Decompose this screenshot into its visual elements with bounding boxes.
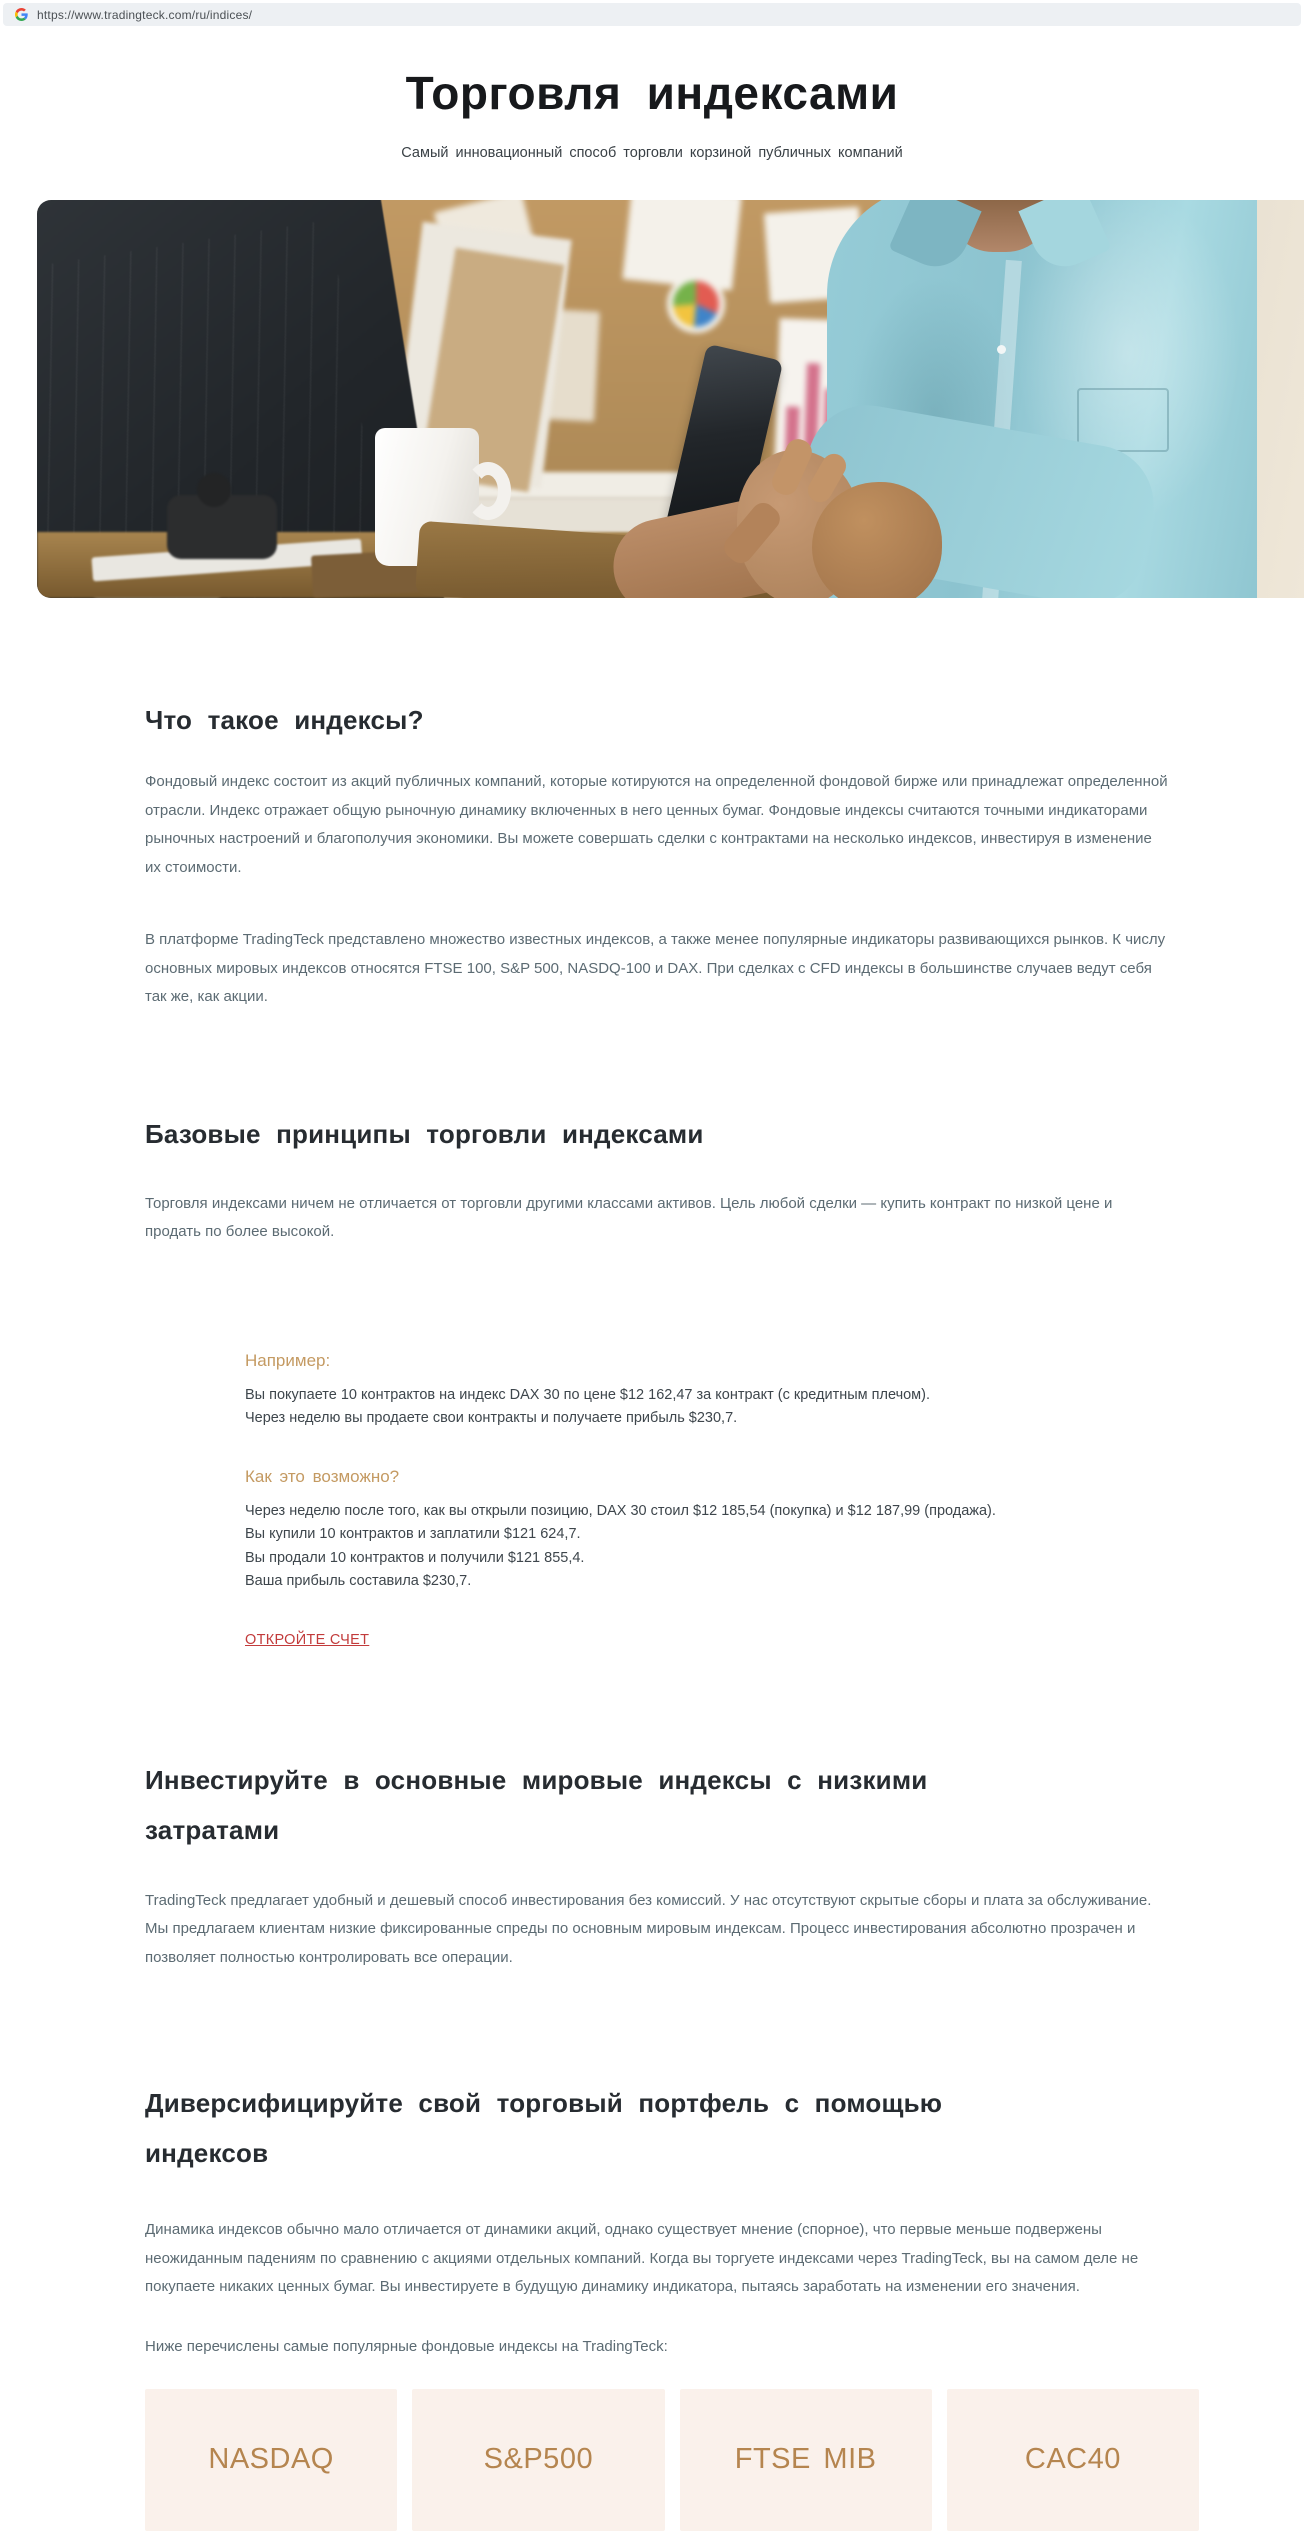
index-card-sp500[interactable] bbox=[412, 2389, 664, 2531]
index-card-nasdaq[interactable] bbox=[145, 2389, 397, 2531]
paragraph: Торговля индексами ничем не отличается от торговли другими классами активов. Цель любой сделки — купить контракт по низкой цене и продать по более высокой. bbox=[145, 1194, 1113, 1240]
example-line: Ваша прибыль составила $230,7. bbox=[245, 1573, 472, 1589]
shirt-pocket bbox=[1077, 388, 1169, 452]
main-content bbox=[145, 704, 1199, 2531]
section-heading-invest-low-cost: Инвестируйте в основные мировые индексы с низкими затратами bbox=[145, 1764, 928, 1845]
example-line: Вы купили 10 контрактов и заплатили $121 624,7. bbox=[245, 1526, 581, 1542]
example-line: Вы покупаете 10 контрактов на индекс DAX 30 по цене $12 162,47 за контракт (с кредитным плечом). bbox=[245, 1386, 931, 1403]
paragraph: TradingTeck предлагает удобный и дешевый способ инвестирования без комиссий. У нас отсутствуют скрытые сборы и плата за обслуживание. Мы предлагаем клиентам низкие фиксированные спреды по основным мировым индексам. Процесс инвестирования абсолютно прозрачен и позволяет полностью контролировать все операции. bbox=[145, 1891, 1152, 1966]
pinned-paper bbox=[622, 200, 741, 290]
mug-handle bbox=[465, 462, 511, 520]
example-line: Через неделю после того, как вы открыли позицию, DAX 30 стоил $12 185,54 (покупка) и $12 187,99 (продажа). bbox=[245, 1502, 996, 1519]
url-text[interactable]: https://www.tradingteck.com/ru/indices/ bbox=[37, 7, 253, 22]
index-cards bbox=[145, 2389, 1199, 2531]
paragraph: В платформе TradingTeck представлено множество известных индексов, а также менее популярные индикаторы развивающихся рынков. К числу основных мировых индексов относятся FTSE 100, S&P 500, NASDQ-100 и DAX. При сделках с CFD индексы в большинстве случаев ведут себя так же, как акции. bbox=[145, 931, 1166, 1005]
address-bar[interactable] bbox=[3, 3, 1301, 26]
index-card-cac40[interactable] bbox=[947, 2389, 1199, 2531]
index-card-ftse-mib[interactable] bbox=[680, 2389, 932, 2531]
open-account-link[interactable]: ОТКРОЙТЕ СЧЕТ bbox=[245, 1631, 370, 1648]
pie-chart-note bbox=[667, 275, 725, 333]
page-title: Торговля индексами bbox=[405, 67, 899, 119]
shirt-button bbox=[997, 345, 1006, 354]
example-line: Через неделю вы продаете свои контракты и получаете прибыль $230,7. bbox=[245, 1410, 738, 1426]
example-heading: Как это возможно? bbox=[245, 1466, 400, 1486]
index-card-label: S&P500 bbox=[483, 2443, 594, 2475]
section-heading-basic-principles: Базовые принципы торговли индексами bbox=[145, 1118, 704, 1149]
indices-list-intro: Ниже перечислены самые популярные фондовые индексы на TradingTeck: bbox=[145, 2337, 668, 2355]
example-line: Вы продали 10 контрактов и получили $121 855,4. bbox=[245, 1549, 585, 1566]
section-heading-what-are-indices: Что такое индексы? bbox=[145, 705, 424, 735]
hand bbox=[812, 482, 942, 598]
hero-image bbox=[37, 200, 1304, 598]
index-card-label: FTSE MIB bbox=[734, 2443, 877, 2475]
example-heading: Например: bbox=[245, 1350, 331, 1370]
paragraph: Динамика индексов обычно мало отличается от динамики акций, однако существует мнение (спорное), что первые меньше подвержены неожиданным падениям по сравнению с акциями отдельных компаний. Когда вы торгуете индексами через TradingTeck, вы на самом деле не покупаете никаких ценных бумаг. Вы инвестируете в будущую динамику индикатора, пытаясь заработать на изменении его значения. bbox=[145, 2221, 1139, 2295]
page-subtitle: Самый инновационный способ торговли корзиной публичных компаний bbox=[401, 145, 903, 161]
index-card-label: NASDAQ bbox=[208, 2443, 334, 2475]
example-block bbox=[145, 1351, 1199, 1649]
section-heading-diversify: Диверсифицируйте свой торговый портфель с помощью индексов bbox=[145, 2088, 943, 2168]
desk-lamp-clamp bbox=[167, 495, 277, 559]
paragraph: Фондовый индекс состоит из акций публичных компаний, которые котируются на определенной фондовой бирже или принадлежат определенной отрасли. Индекс отражает общую рыночную динамику включенных в него ценных бумаг. Фондовые индексы считаются точными индикаторами рыночных настроений и благополучия экономики. Вы можете совершать сделки с контрактами на несколько индексов, инвестируя в изменение их стоимости. bbox=[145, 773, 1168, 876]
google-favicon-icon bbox=[15, 8, 28, 21]
index-card-label: CAC40 bbox=[1024, 2443, 1121, 2475]
